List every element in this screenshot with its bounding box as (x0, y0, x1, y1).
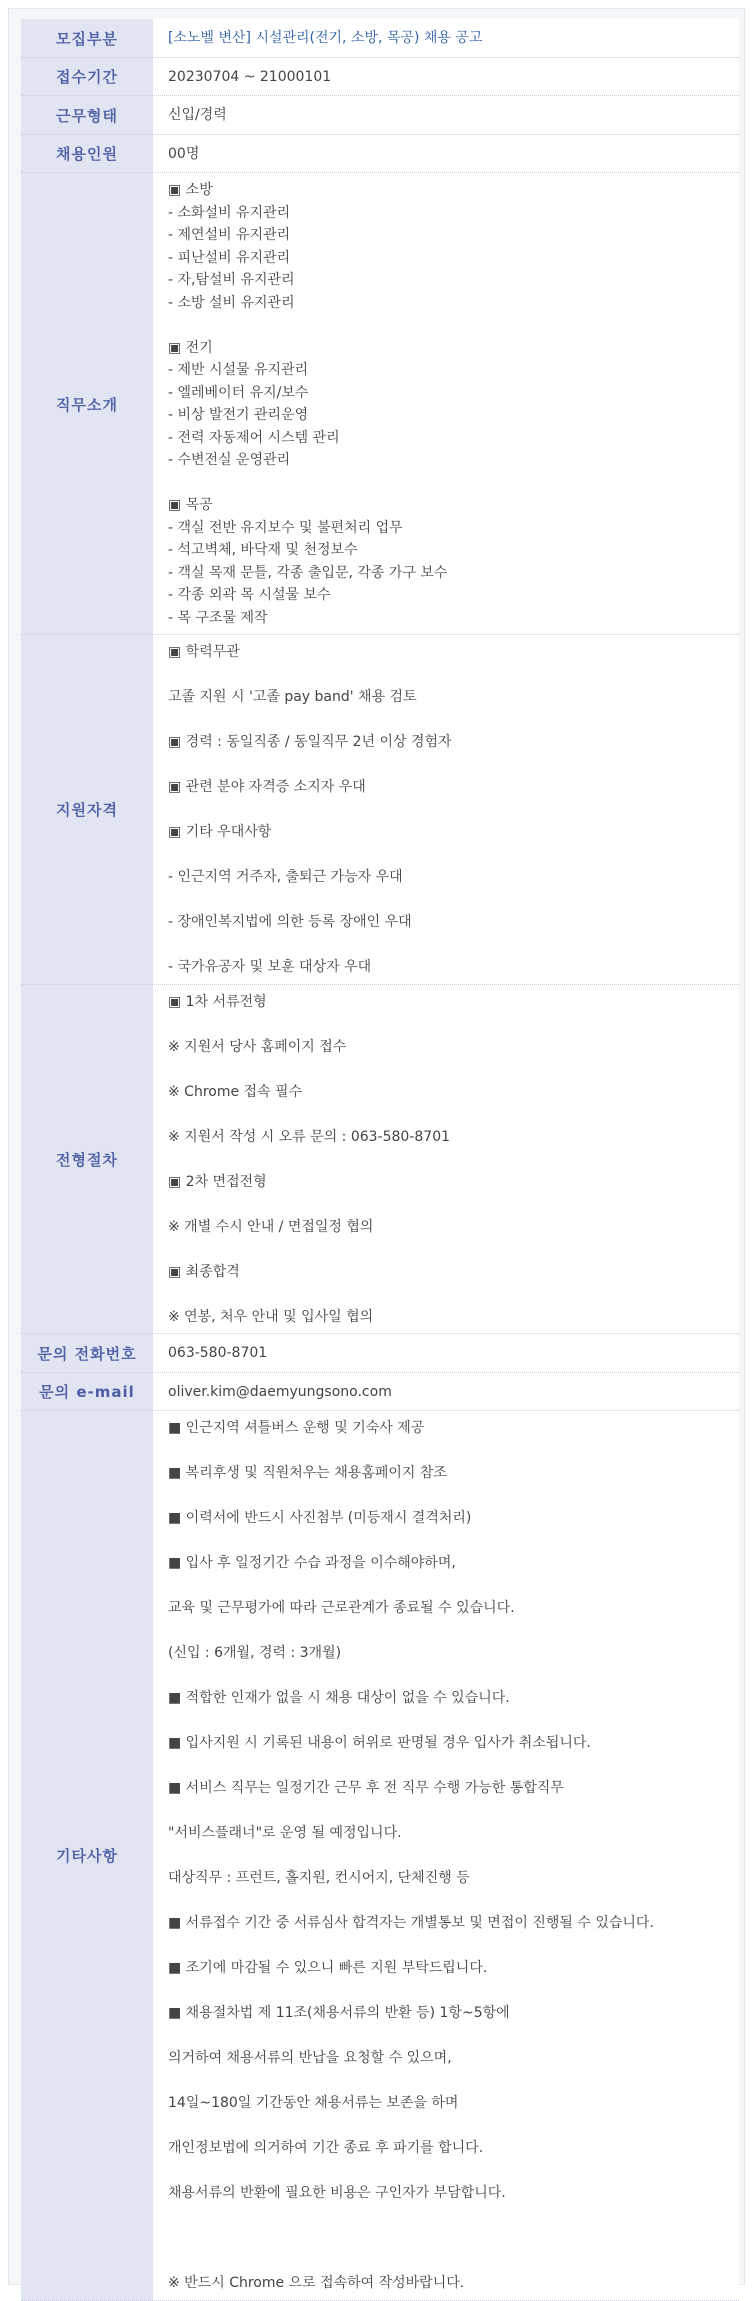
other-notes-line (168, 2115, 739, 2138)
recruit-field-label: 모집부분 (21, 19, 153, 58)
qualifications-line: ▣ 관련 분야 자격증 소지자 우대 (168, 779, 366, 795)
row-job-description (21, 173, 739, 635)
row-contact-phone (21, 1334, 739, 1373)
other-notes-line: ■ 서비스 직무는 일정기간 근무 후 전 직무 수행 가능한 통합직무 (168, 1780, 564, 1796)
other-notes-line (168, 1530, 739, 1553)
recruit-field-line[interactable]: [소노벨 변산] 시설관리(전기, 소방, 목공) 채용 공고 (168, 30, 483, 46)
other-notes-line (168, 1935, 739, 1958)
row-application-period (21, 58, 739, 97)
row-recruit-field (21, 19, 739, 58)
selection-process-line (168, 1103, 739, 1126)
row-employment-type (21, 96, 739, 135)
contact-email-value (153, 1373, 739, 1412)
other-notes-line (168, 2205, 739, 2228)
other-notes-line (168, 2160, 739, 2183)
contact-phone-line: 063-580-8701 (168, 1345, 268, 1361)
job-description-line: - 수변전실 운영관리 (168, 452, 291, 468)
other-notes-line: ■ 이력서에 반드시 사진첨부 (미등재시 결격처리) (168, 1510, 472, 1526)
selection-process-line: ※ Chrome 접속 필수 (168, 1083, 303, 1100)
application-period-label: 접수기간 (21, 58, 153, 97)
other-notes-line (168, 1980, 739, 2003)
contact-email-label: 문의 e-mail (21, 1373, 153, 1412)
qualifications-value (153, 635, 739, 985)
other-notes-line: 채용서류의 반환에 필요한 비용은 구인자가 부담합니다. (168, 2185, 506, 2201)
row-selection-process (21, 985, 739, 1335)
other-notes-line (168, 1665, 739, 1688)
job-description-line (168, 314, 739, 337)
selection-process-line: ※ 지원서 당사 홈페이지 접수 (168, 1038, 347, 1055)
headcount-value (153, 135, 739, 174)
other-notes-line: ■ 복리후생 및 직원처우는 채용홈페이지 참조 (168, 1465, 447, 1481)
other-notes-line (168, 1845, 739, 1868)
employment-type-value (153, 96, 739, 135)
job-description-line: - 자,탐설비 유지관리 (168, 272, 295, 288)
job-description-line: - 소방 설비 유지관리 (168, 294, 295, 311)
job-description-line: - 석고벽체, 바닥재 및 천정보수 (168, 542, 358, 558)
job-description-label: 직무소개 (21, 173, 153, 635)
other-notes-line: 14일~180일 기간동안 채용서류는 보존을 하며 (168, 2095, 459, 2111)
qualifications-line (168, 664, 739, 687)
other-notes-line (168, 1620, 739, 1643)
job-posting-panel (8, 8, 745, 2291)
other-notes-line (168, 2025, 739, 2048)
job-description-line: - 피난설비 유지관리 (168, 249, 291, 266)
job-description-line (168, 472, 739, 495)
qualifications-line: - 인근지역 거주자, 출퇴근 가능자 우대 (168, 869, 403, 885)
selection-process-line (168, 1058, 739, 1081)
other-notes-line: (신입 : 6개월, 경력 : 3개월) (168, 1645, 342, 1661)
headcount-line: 00명 (168, 145, 200, 162)
job-description-value (153, 173, 739, 635)
other-notes-line (168, 1800, 739, 1823)
employment-type-label: 근무형태 (21, 96, 153, 135)
other-notes-label: 기타사항 (21, 1411, 153, 2301)
selection-process-line: ※ 연봉, 처우 안내 및 입사일 협의 (168, 1308, 374, 1325)
job-description-line: - 엘레베이터 유지/보수 (168, 384, 309, 401)
qualifications-line: - 국가유공자 및 보훈 대상자 우대 (168, 959, 372, 975)
other-notes-line: ■ 입사 후 일정기간 수습 과정을 이수해야하며, (168, 1555, 456, 1571)
contact-email-line: oliver.kim@daemyungsono.com (168, 1383, 392, 1400)
other-notes-value (153, 1411, 739, 2301)
job-description-line: - 각종 외곽 목 시설물 보수 (168, 587, 331, 603)
other-notes-line: 교육 및 근무평가에 따라 근로관계가 종료될 수 있습니다. (168, 1600, 515, 1616)
qualifications-line: ▣ 경력 : 동일직종 / 동일직무 2년 이상 경험자 (168, 734, 452, 750)
other-notes-line: ■ 적합한 인재가 없을 시 채용 대상이 없을 수 있습니다. (168, 1690, 510, 1706)
job-description-line: - 객실 전반 유지보수 및 불편처리 업무 (168, 519, 403, 536)
selection-process-line: ※ 지원서 작성 시 오류 문의 : 063-580-8701 (168, 1128, 451, 1145)
qualifications-line (168, 844, 739, 867)
qualifications-line (168, 754, 739, 777)
application-period-line: 20230704 ~ 21000101 (168, 68, 332, 85)
selection-process-line: ▣ 1차 서류전형 (168, 993, 267, 1010)
other-notes-line: ■ 인근지역 셔틀버스 운행 및 기숙사 제공 (168, 1420, 425, 1436)
other-notes-line (168, 1440, 739, 1463)
other-notes-line (168, 2250, 739, 2273)
other-notes-line (168, 1710, 739, 1733)
job-description-line: - 제반 시설물 유지관리 (168, 362, 309, 378)
job-description-line: - 비상 발전기 관리운영 (168, 407, 309, 423)
job-description-line: ▣ 목공 (168, 497, 213, 513)
other-notes-line (168, 1755, 739, 1778)
other-notes-line: 개인정보법에 의거하여 기간 종료 후 파기를 합니다. (168, 2140, 484, 2156)
job-description-line: ▣ 전기 (168, 339, 213, 356)
selection-process-value (153, 985, 739, 1335)
selection-process-label: 전형절차 (21, 985, 153, 1335)
job-description-line: ▣ 소방 (168, 182, 213, 198)
qualifications-line: - 장애인복지법에 의한 등록 장애인 우대 (168, 914, 412, 930)
selection-process-line: ▣ 2차 면접전형 (168, 1173, 267, 1190)
other-notes-line: 의거하여 채용서류의 반납을 요청할 수 있으며, (168, 2050, 452, 2066)
job-posting-table (21, 19, 739, 2301)
selection-process-line (168, 1238, 739, 1261)
other-notes-line (168, 2227, 739, 2250)
selection-process-line (168, 1013, 739, 1036)
selection-process-line (168, 1283, 739, 1306)
other-notes-line: "서비스플래너"로 운영 될 예정입니다. (168, 1825, 402, 1841)
qualifications-label: 지원자격 (21, 635, 153, 985)
application-period-value (153, 58, 739, 97)
qualifications-line (168, 889, 739, 912)
recruit-field-value (153, 19, 739, 58)
qualifications-line: ▣ 학력무관 (168, 644, 240, 660)
selection-process-line (168, 1193, 739, 1216)
qualifications-line (168, 709, 739, 732)
other-notes-line: ■ 입사지원 시 기록된 내용이 허위로 판명될 경우 입사가 취소됩니다. (168, 1735, 591, 1751)
row-headcount (21, 135, 739, 174)
other-notes-line (168, 1575, 739, 1598)
selection-process-line (168, 1148, 739, 1171)
selection-process-line: ※ 개별 수시 안내 / 면접일정 협의 (168, 1218, 374, 1235)
employment-type-line: 신입/경력 (168, 107, 227, 123)
job-description-line: - 제연설비 유지관리 (168, 227, 291, 243)
qualifications-line (168, 799, 739, 822)
other-notes-line: ※ 반드시 Chrome 으로 접속하여 작성바랍니다. (168, 2275, 465, 2291)
job-description-line: - 목 구조물 제작 (168, 609, 268, 626)
other-notes-line (168, 2070, 739, 2093)
row-contact-email (21, 1373, 739, 1412)
qualifications-line: ▣ 기타 우대사항 (168, 824, 272, 840)
qualifications-line (168, 934, 739, 957)
row-qualifications (21, 635, 739, 985)
qualifications-line: 고졸 지원 시 '고졸 pay band' 채용 검토 (168, 689, 417, 705)
other-notes-line (168, 1890, 739, 1913)
other-notes-line: ■ 채용절차법 제 11조(채용서류의 반환 등) 1항~5항에 (168, 2005, 510, 2021)
job-description-line: - 객실 목재 문틀, 각종 출입문, 각종 가구 보수 (168, 564, 448, 581)
other-notes-line: 대상직무 : 프런트, 홀지원, 컨시어지, 단체진행 등 (168, 1870, 470, 1886)
contact-phone-value (153, 1334, 739, 1373)
row-other-notes (21, 1411, 739, 2301)
selection-process-line: ▣ 최종합격 (168, 1263, 240, 1280)
other-notes-line: ■ 조기에 마감될 수 있으니 빠른 지원 부탁드립니다. (168, 1960, 488, 1976)
headcount-label: 채용인원 (21, 135, 153, 174)
other-notes-line: ■ 서류접수 기간 중 서류심사 합격자는 개별통보 및 면접이 진행될 수 있습니다. (168, 1915, 654, 1931)
other-notes-line (168, 1485, 739, 1508)
job-description-line: - 소화설비 유지관리 (168, 204, 291, 221)
contact-phone-label: 문의 전화번호 (21, 1334, 153, 1373)
job-description-line: - 전력 자동제어 시스템 관리 (168, 429, 340, 446)
